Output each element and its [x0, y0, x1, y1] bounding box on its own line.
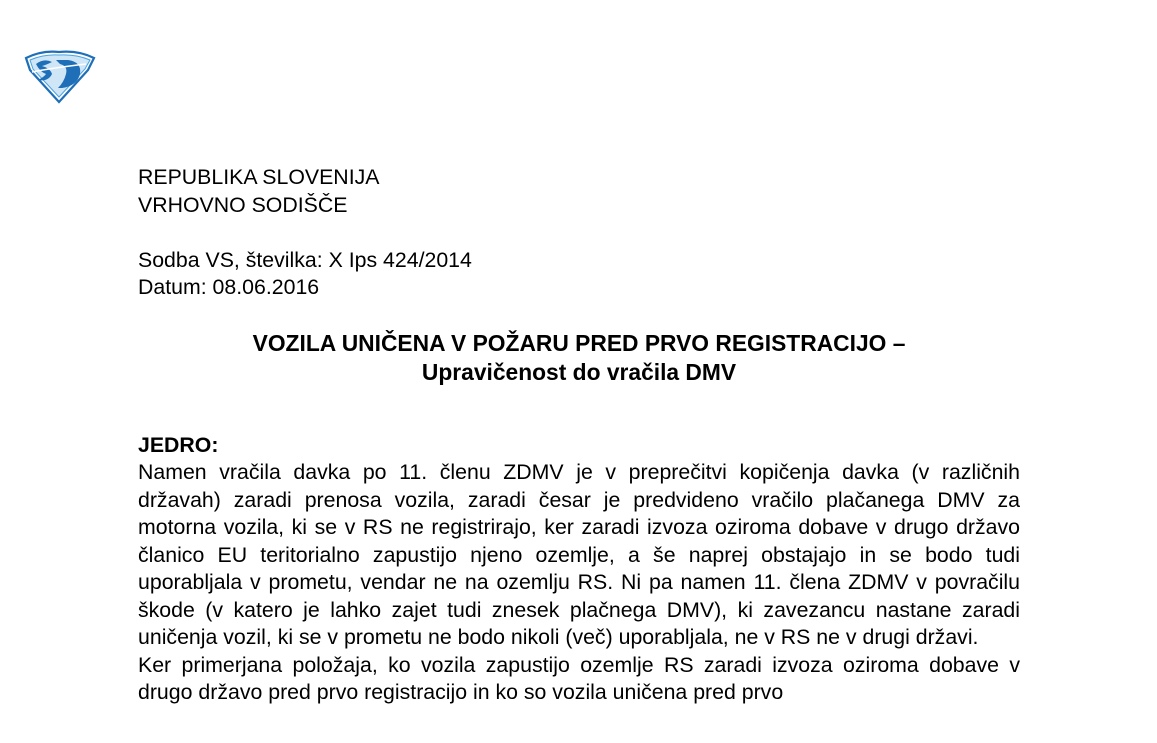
court-logo — [22, 48, 96, 104]
court-logo-icon — [22, 48, 96, 104]
jedro-heading: JEDRO: — [138, 432, 219, 457]
title-line-1: VOZILA UNIČENA V POŽARU PRED PRVO REGISTRACIJO – — [252, 329, 906, 356]
jedro-section — [138, 432, 1020, 707]
document-title — [138, 329, 1020, 387]
document-page — [138, 164, 1020, 707]
case-number: Sodba VS, številka: X Ips 424/2014 — [138, 247, 472, 272]
country-name: REPUBLIKA SLOVENIJA — [138, 165, 380, 189]
decision-date: Datum: 08.06.2016 — [138, 275, 320, 299]
jedro-paragraph: Ker primerjana položaja, ko vozila zapustijo ozemlje RS zaradi izvoza oziroma dobave v drugo državo pred prvo registracijo in ko so vozila uničena pred prvo — [138, 652, 1020, 704]
case-meta — [138, 247, 1020, 302]
court-name: VRHOVNO SODIŠČE — [138, 192, 348, 217]
title-line-2: Upravičenost do vračila DMV — [421, 358, 737, 385]
jedro-paragraph: Namen vračila davka po 11. členu ZDMV je v preprečitvi kopičenja davka (v različnih državah) zaradi prenosa vozila, zaradi česar je predvideno vračilo plačanega DMV za motorna vozila, ki se v RS ne registrirajo, ker zaradi izvoza oziroma dobave v drugo državo članico EU teritorialno zapustijo njeno ozemlje, a še naprej obstajajo in se bodo tudi uporabljala v prometu, vendar ne na ozemlju RS. Ni pa namen 11. člena ZDMV v povračilu škode (v katero je lahko zajet tudi znesek plačnega DMV), ki zavezancu nastane zaradi uničenja vozil, ki se v prometu ne bodo nikoli (več) uporabljala, ne v RS ne v drugi državi. — [138, 460, 1020, 649]
court-header — [138, 164, 1020, 219]
